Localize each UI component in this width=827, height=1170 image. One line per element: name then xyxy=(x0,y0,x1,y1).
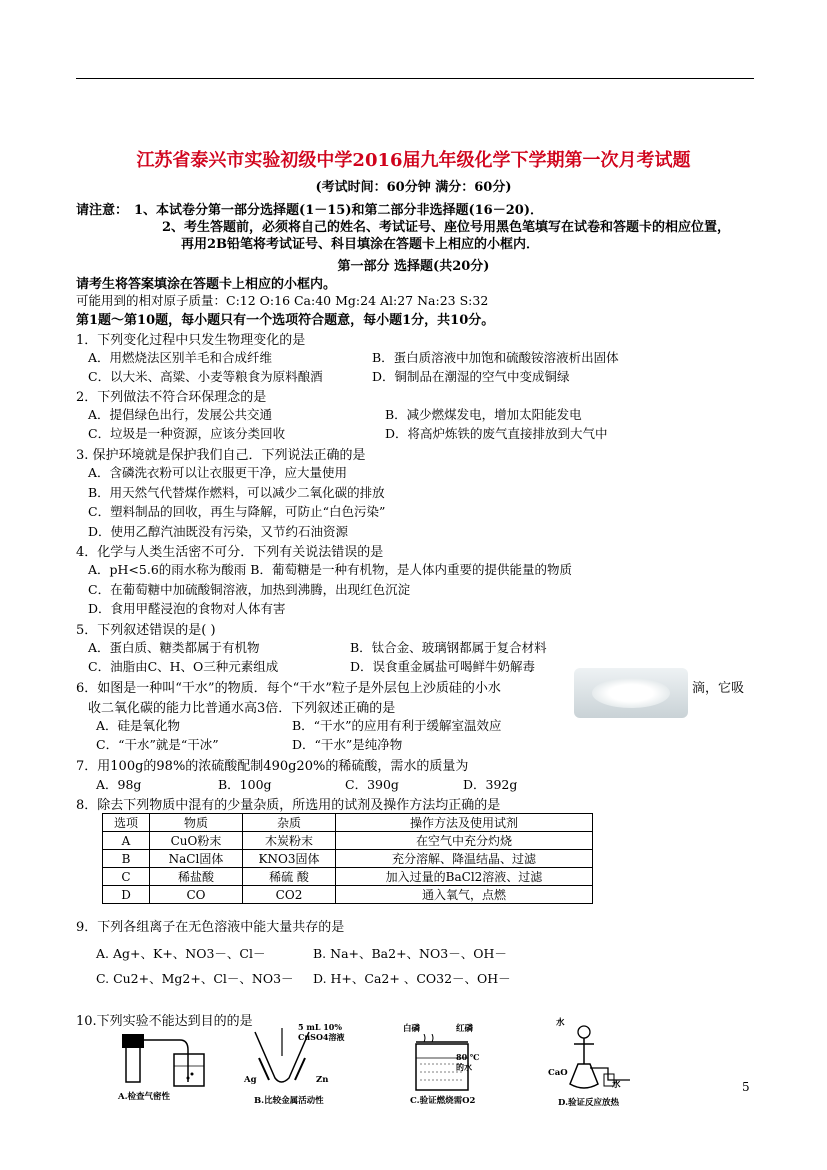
q1-option-d: D．铜制品在潮湿的空气中变成铜绿 xyxy=(372,369,570,384)
q4-option-c: C．在葡萄糖中加硫酸铜溶液，加热到沸腾，出现红色沉淀 xyxy=(88,582,411,597)
q4-option-d: D．食用甲醛浸泡的食物对人体有害 xyxy=(88,601,286,616)
q5-stem: 5．下列叙述错误的是( ) xyxy=(76,623,216,638)
q9-option-b: B. Na+、Ba2+、NO3－、OH－ xyxy=(313,946,507,961)
table-cell: A xyxy=(103,832,150,850)
exam-subtitle: (考试时间：60分钟 满分：60分) xyxy=(315,180,512,195)
table-row xyxy=(103,832,593,850)
q7-option-b: B．100g xyxy=(218,777,272,792)
d-label-cao: CaO xyxy=(548,1068,568,1078)
q2-option-a: A．提倡绿色出行，发展公共交通 xyxy=(88,407,273,422)
header-rule xyxy=(76,78,754,79)
q7-option-d: D．392g xyxy=(463,777,518,792)
table-cell: 在空气中充分灼烧 xyxy=(336,832,593,850)
c-label-white-p: 白磷 xyxy=(403,1024,421,1034)
q6-stem-1b: 滴，它吸 xyxy=(692,681,745,696)
q7-option-c: C．390g xyxy=(345,777,399,792)
caption-a: A.检查气密性 xyxy=(118,1092,171,1102)
q6-option-d: D．“干水”是纯净物 xyxy=(292,737,403,752)
notice-line-1: 1、本试卷分第一部分选择题(1－15)和第二部分非选择题(16－20)． xyxy=(134,203,543,218)
q5-option-a: A．蛋白质、糖类都属于有机物 xyxy=(88,640,260,655)
q6-stem-1: 6．如图是一种叫“干水”的物质．每个“干水”粒子是外层包上沙质硅的小水 xyxy=(76,681,501,696)
table-cell: KNO3固体 xyxy=(243,850,336,868)
q8-stem: 8．除去下列物质中混有的少量杂质，所选用的试剂及操作方法均正确的是 xyxy=(76,798,501,813)
table-cell: B xyxy=(103,850,150,868)
part-instruction: 第1题～第10题，每小题只有一个选项符合题意，每小题1分，共10分。 xyxy=(76,313,495,328)
b-label-ag: Ag xyxy=(244,1075,257,1085)
table-cell: 稀硫 酸 xyxy=(243,868,336,886)
q2-stem: 2．下列做法不符合环保理念的是 xyxy=(76,390,267,405)
c-label-water: 80 ℃的水 xyxy=(456,1052,480,1072)
q5-option-b: B．钛合金、玻璃钢都属于复合材料 xyxy=(350,640,547,655)
q3-option-d: D．使用乙醇汽油既没有污染，又节约石油资源 xyxy=(88,524,349,539)
b-note: 5 mL 10% CuSO4溶液 xyxy=(298,1022,345,1042)
q8-table xyxy=(102,813,593,904)
q3-option-b: B．用天然气代替煤作燃料，可以减少二氧化碳的排放 xyxy=(88,485,385,500)
q7-stem: 7．用100g的98%的浓硫酸配制490g20%的稀硫酸，需水的质量为 xyxy=(76,759,469,774)
table-cell: 通入氧气，点燃 xyxy=(336,886,593,904)
q3-option-c: C．塑料制品的回收，再生与降解，可防止“白色污染” xyxy=(88,504,386,519)
notice-line-3: 再用2B铅笔将考试证号、科目填涂在答题卡上相应的小框内． xyxy=(181,237,540,252)
q4-option-a-b: A．pH<5.6的雨水称为酸雨 B．葡萄糖是一种有机物，是人体内重要的提供能量的物质 xyxy=(88,562,572,577)
q6-option-b: B．“干水”的应用有利于缓解室温效应 xyxy=(292,718,502,733)
c-label-red-p: 红磷 xyxy=(456,1024,474,1034)
d-label-water: 水 xyxy=(612,1080,621,1090)
table-cell: 加入过量的BaCl2溶液、过滤 xyxy=(336,868,593,886)
table-header-cell: 杂质 xyxy=(243,814,336,832)
caption-b: B.比较金属活动性 xyxy=(254,1096,324,1106)
apparatus-d-drawing xyxy=(560,1024,640,1096)
q10-stem: 10.下列实验不能达到目的的是 xyxy=(76,1014,253,1029)
q1-option-a: A．用燃烧法区别羊毛和合成纤维 xyxy=(88,350,273,365)
q7-option-a: A．98g xyxy=(96,777,142,792)
q5-option-c: C．油脂由C、H、O三种元素组成 xyxy=(88,659,279,674)
apparatus-b-drawing xyxy=(245,1028,325,1090)
table-cell: 木炭粉末 xyxy=(243,832,336,850)
q2-option-c: C．垃圾是一种资源，应该分类回收 xyxy=(88,426,286,441)
caption-c: C.验证燃烧需O2 xyxy=(410,1096,476,1106)
q9-option-a: A. Ag+、K+、NO3－、Cl－ xyxy=(96,946,266,961)
q3-option-a: A．含磷洗衣粉可以让衣服更干净，应大量使用 xyxy=(88,465,348,480)
notice-line-2: 2、考生答题前，必须将自己的姓名、考试证号、座位号用黑色笔填写在试卷和答题卡的相应位置， xyxy=(162,220,731,235)
table-header-cell: 物质 xyxy=(150,814,243,832)
page-number: 5 xyxy=(742,1080,750,1094)
q9-stem: 9．下列各组离子在无色溶液中能大量共存的是 xyxy=(76,920,345,935)
table-cell: 充分溶解、降温结晶、过滤 xyxy=(336,850,593,868)
q9-option-d: D. H+、Ca2+ 、CO32－、OH－ xyxy=(313,971,511,986)
q6-stem-2: 收二氧化碳的能力比普通水高3倍．下列叙述正确的是 xyxy=(88,701,396,716)
table-header-row xyxy=(103,814,593,832)
q9-option-c: C. Cu2+、Mg2+、Cl－、NO3－ xyxy=(96,971,294,986)
q3-stem: 3. 保护环境就是保护我们自己．下列说法正确的是 xyxy=(76,448,366,463)
caption-d: D.验证反应放热 xyxy=(558,1098,620,1108)
q2-option-b: B．减少燃煤发电，增加太阳能发电 xyxy=(385,407,582,422)
table-header-cell: 操作方法及使用试剂 xyxy=(336,814,593,832)
d-label-water-top: 水 xyxy=(556,1018,565,1028)
table-cell: D xyxy=(103,886,150,904)
q1-stem: 1．下列变化过程中只发生物理变化的是 xyxy=(76,333,306,348)
q2-option-d: D．将高炉炼铁的废气直接排放到大气中 xyxy=(385,426,608,441)
notice-label: 请注意： xyxy=(76,203,129,218)
table-cell: CuO粉末 xyxy=(150,832,243,850)
section-title: 第一部分 选择题(共20分) xyxy=(337,259,490,274)
atomic-masses: 可能用到的相对原子质量：C:12 O:16 Ca:40 Mg:24 Al:27 Na:23 S:32 xyxy=(76,293,489,308)
q1-option-b: B．蛋白质溶液中加饱和硫酸铵溶液析出固体 xyxy=(372,350,619,365)
q1-option-c: C．以大米、高粱、小麦等粮食为原料酿酒 xyxy=(88,369,323,384)
table-row xyxy=(103,868,593,886)
table-cell: CO2 xyxy=(243,886,336,904)
q4-stem: 4．化学与人类生活密不可分．下列有关说法错误的是 xyxy=(76,545,384,560)
q6-option-c: C．“干水”就是“干冰” xyxy=(96,737,219,752)
apparatus-a-drawing xyxy=(118,1028,214,1090)
table-row xyxy=(103,850,593,868)
table-cell: CO xyxy=(150,886,243,904)
section-instruction: 请考生将答案填涂在答题卡上相应的小框内。 xyxy=(76,277,337,292)
table-cell: C xyxy=(103,868,150,886)
b-label-zn: Zn xyxy=(316,1075,329,1085)
dry-water-image xyxy=(574,668,688,718)
table-row xyxy=(103,886,593,904)
table-cell: 稀盐酸 xyxy=(150,868,243,886)
q5-option-d: D．误食重金属盐可喝鲜牛奶解毒 xyxy=(350,659,536,674)
table-header-cell: 选项 xyxy=(103,814,150,832)
table-cell: NaCl固体 xyxy=(150,850,243,868)
q6-option-a: A．硅是氧化物 xyxy=(96,718,181,733)
exam-title: 江苏省泰兴市实验初级中学2016届九年级化学下学期第一次月考试题 xyxy=(136,150,691,171)
